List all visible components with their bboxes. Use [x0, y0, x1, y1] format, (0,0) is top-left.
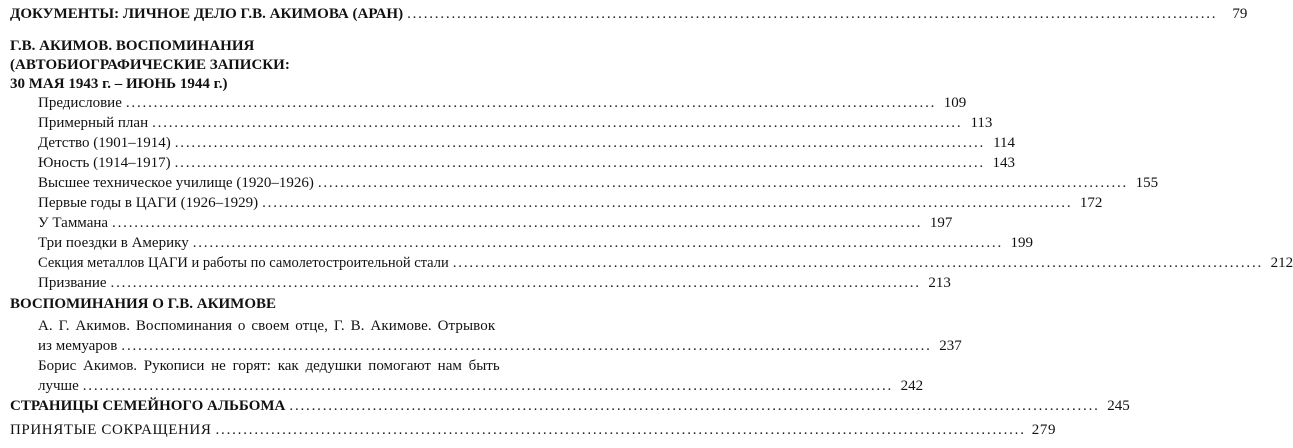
toc-entry [38, 215, 953, 232]
leader-dots: .................................................................................................................................................. [215, 422, 1026, 438]
toc-entry-title: Три поездки в Америку [38, 235, 189, 251]
page-number: 172 [1079, 195, 1103, 211]
page-number: 237 [939, 338, 962, 354]
leader-dots: .................................................................................................................................................. [174, 135, 986, 151]
leader-dots: .................................................................................................................................................. [121, 338, 932, 354]
toc-entry-title: ПРИНЯТЫЕ СОКРАЩЕНИЯ [10, 422, 212, 438]
section-heading-recollections: ВОСПОМИНАНИЯ О Г.В. АКИМОВЕ [10, 296, 277, 312]
page-number: 197 [929, 215, 953, 231]
page-number: 143 [992, 155, 1015, 171]
toc-entry [38, 115, 993, 132]
toc-entry-title: лучше [38, 378, 79, 394]
toc-entry [38, 95, 967, 112]
toc-entry-line: А. Г. Акимов. Воспоминания о своем отце, Г. В. Акимове. Отрывок [38, 318, 496, 334]
toc-entry-title: СТРАНИЦЫ СЕМЕЙНОГО АЛЬБОМА [10, 398, 286, 414]
page-number: 114 [993, 135, 1016, 151]
toc-entry-title: Детство (1901–1914) [38, 135, 171, 151]
leader-dots: .................................................................................................................................................. [152, 115, 963, 131]
toc-entry-family-album [10, 398, 1130, 415]
toc-entry-documents [10, 6, 1248, 23]
leader-dots: .................................................................................................................................................. [192, 235, 1004, 251]
toc-entry-title: Юность (1914–1917) [38, 155, 171, 171]
section-heading-memoirs-line-3: 30 МАЯ 1943 г. – ИЮНЬ 1944 г.) [10, 76, 228, 92]
toc-entry-title: ДОКУМЕНТЫ: ЛИЧНОЕ ДЕЛО Г.В. АКИМОВА (АРАН) [10, 6, 404, 22]
toc-entry [38, 135, 1016, 152]
page-number: 199 [1010, 235, 1034, 251]
toc-entry [38, 378, 924, 395]
leader-dots: .................................................................................................................................................. [112, 215, 923, 231]
toc-entry [38, 338, 962, 355]
toc-entry-title: Предисловие [38, 95, 122, 111]
page-number: 279 [1031, 422, 1057, 438]
toc-entry-title: Призвание [38, 275, 107, 291]
page-number: 212 [1270, 255, 1293, 271]
toc-entry [38, 275, 951, 292]
leader-dots: .................................................................................................................................................. [82, 378, 894, 394]
page-number: 155 [1135, 175, 1159, 191]
toc-entry-title: из мемуаров [38, 338, 118, 354]
leader-dots: .................................................................................................................................................. [262, 195, 1073, 211]
page-number: 213 [928, 275, 951, 291]
toc-entry [38, 255, 1293, 272]
toc-entry-title: Высшее техническое училище (1920–1926) [38, 175, 314, 191]
leader-dots: .................................................................................................................................................. [289, 398, 1100, 414]
toc-entry-title: Примерный план [38, 115, 149, 131]
leader-dots: .................................................................................................................................................. [110, 275, 921, 291]
page-number: 113 [970, 115, 993, 131]
page-number: 79 [1232, 6, 1248, 22]
toc-entry [38, 175, 1159, 192]
toc-entry-title: У Таммана [38, 215, 109, 231]
toc-entry [38, 235, 1034, 252]
leader-dots: .................................................................................................................................................. [407, 6, 1218, 22]
page-number: 109 [943, 95, 967, 111]
toc-entry-title: Первые годы в ЦАГИ (1926–1929) [38, 195, 259, 211]
toc-entry-title: Секция металлов ЦАГИ и работы по самолетостроительной стали [38, 255, 449, 271]
section-heading-memoirs-line-1: Г.В. АКИМОВ. ВОСПОМИНАНИЯ [10, 38, 255, 54]
leader-dots: .................................................................................................................................................. [174, 155, 985, 171]
leader-dots: .................................................................................................................................................. [452, 255, 1264, 271]
toc-entry-line: Борис Акимов. Рукописи не горят: как дедушки помогают нам быть [38, 358, 500, 374]
page-number: 242 [900, 378, 924, 394]
toc-entry-abbreviations [10, 422, 1057, 439]
section-heading-memoirs-line-2: (АВТОБИОГРАФИЧЕСКИЕ ЗАПИСКИ: [10, 57, 290, 73]
toc-entry [38, 195, 1103, 212]
leader-dots: .................................................................................................................................................. [317, 175, 1129, 191]
page-number: 245 [1107, 398, 1130, 414]
leader-dots: .................................................................................................................................................. [125, 95, 937, 111]
toc-entry [38, 155, 1015, 172]
